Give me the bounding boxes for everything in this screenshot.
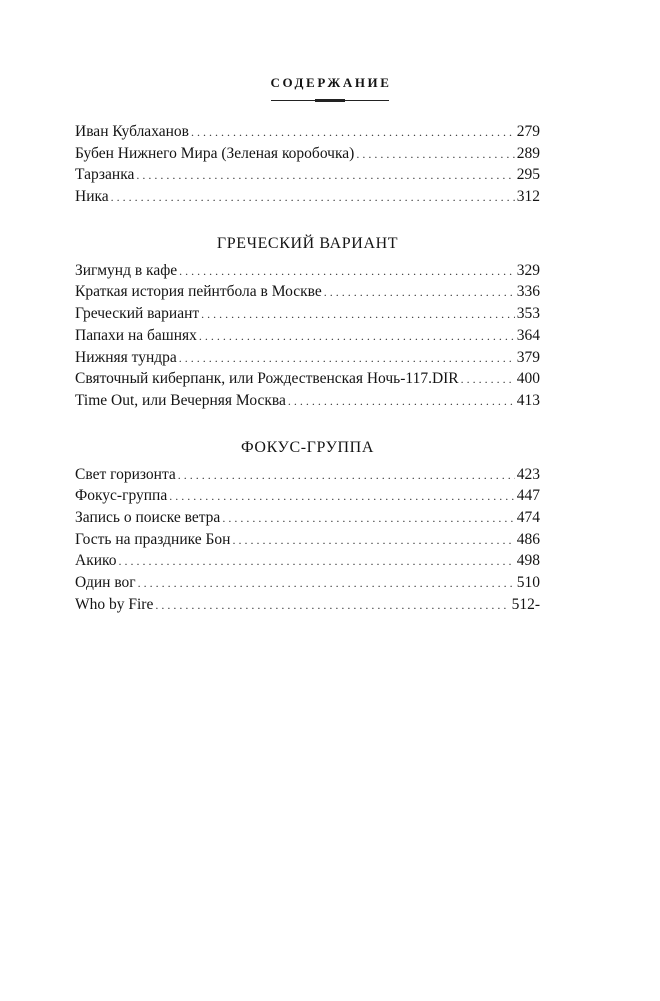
entry-title: Святочный киберпанк, или Рождественская Ночь-117.DIR xyxy=(75,370,459,388)
table-of-contents xyxy=(75,121,540,615)
toc-entry xyxy=(75,347,540,369)
entry-page-number: 279 xyxy=(516,123,540,140)
entry-page-number: 353 xyxy=(516,305,540,323)
entry-title: Ника xyxy=(75,188,109,206)
entry-title: Свет горизонта xyxy=(75,465,176,483)
toc-entry xyxy=(75,594,540,616)
entry-page-number: 364 xyxy=(516,326,540,344)
entry-page-number: 336 xyxy=(516,283,540,301)
title-divider xyxy=(271,100,389,101)
toc-entry xyxy=(75,121,540,143)
toc-entry xyxy=(75,572,540,594)
toc-entry xyxy=(75,529,540,551)
entry-title: Time Out, или Вечерняя Москва xyxy=(75,391,286,409)
entry-page-number: 289 xyxy=(516,144,540,162)
dot-leader xyxy=(119,551,515,573)
entry-title: Нижняя тундра xyxy=(75,348,177,366)
entry-page-number: 312 xyxy=(516,188,540,206)
entry-title: Один вог xyxy=(75,574,136,591)
entry-page-number: 510 xyxy=(516,574,540,591)
dot-leader xyxy=(111,187,515,209)
dot-leader xyxy=(356,144,514,166)
entry-page-number: 379 xyxy=(516,348,540,366)
dot-leader xyxy=(201,304,515,326)
entry-title: Гость на празднике Бон xyxy=(75,530,231,548)
entry-title: Запись о поиске ветра xyxy=(75,508,221,526)
entry-title: Who by Fire xyxy=(75,595,154,613)
entry-page-number: 329 xyxy=(516,261,540,279)
entry-page-number: 400 xyxy=(516,370,540,388)
toc-entry xyxy=(75,464,540,486)
toc-entry xyxy=(75,550,540,572)
dot-leader xyxy=(178,465,515,487)
entry-title: Акико xyxy=(75,552,117,570)
toc-header xyxy=(0,75,660,101)
toc-section xyxy=(75,436,540,616)
toc-entry xyxy=(75,303,540,325)
dot-leader xyxy=(136,165,514,187)
toc-entry xyxy=(75,325,540,347)
toc-section xyxy=(75,232,540,412)
toc-section xyxy=(75,121,540,208)
entry-page-number: 423 xyxy=(516,465,540,483)
toc-entry xyxy=(75,507,540,529)
entry-title: Тарзанка xyxy=(75,166,135,184)
dot-leader xyxy=(169,486,515,508)
dot-leader xyxy=(324,282,515,304)
toc-entry xyxy=(75,485,540,507)
entry-title: Бубен Нижнего Мира (Зеленая коробочка) xyxy=(75,144,355,162)
entry-page-number: 486 xyxy=(516,530,540,548)
page-title: СОДЕРЖАНИЕ xyxy=(270,75,392,90)
dot-leader xyxy=(155,595,509,617)
entry-title: Греческий вариант xyxy=(75,305,200,323)
toc-entry xyxy=(75,143,540,165)
toc-entry xyxy=(75,368,540,390)
entry-title: Зигмунд в кафе xyxy=(75,261,178,279)
entry-title: Иван Кублаханов xyxy=(75,123,189,140)
toc-entry xyxy=(75,281,540,303)
entry-page-number: 498 xyxy=(516,552,540,570)
dot-leader xyxy=(288,391,515,413)
dot-leader xyxy=(138,573,515,595)
dot-leader xyxy=(222,508,514,530)
dot-leader xyxy=(191,122,515,144)
entry-title: Папахи на башнях xyxy=(75,326,197,344)
section-title: ГРЕЧЕСКИЙ ВАРИАНТ xyxy=(216,234,399,252)
entry-title: Краткая история пейнтбола в Москве xyxy=(75,283,322,301)
entry-page-number: 512- xyxy=(511,595,540,613)
dot-leader xyxy=(232,530,514,552)
entry-page-number: 447 xyxy=(516,487,540,505)
dot-leader xyxy=(179,348,515,370)
toc-entry xyxy=(75,260,540,282)
section-title: ФОКУС-ГРУППА xyxy=(240,438,374,456)
toc-entry xyxy=(75,164,540,186)
dot-leader xyxy=(461,369,515,391)
entry-page-number: 413 xyxy=(516,391,540,409)
toc-entry xyxy=(75,390,540,412)
entry-page-number: 474 xyxy=(516,508,540,526)
dot-leader xyxy=(199,326,515,348)
dot-leader xyxy=(179,261,515,283)
entry-title: Фокус-группа xyxy=(75,487,168,505)
entry-page-number: 295 xyxy=(516,166,540,184)
toc-entry xyxy=(75,186,540,208)
